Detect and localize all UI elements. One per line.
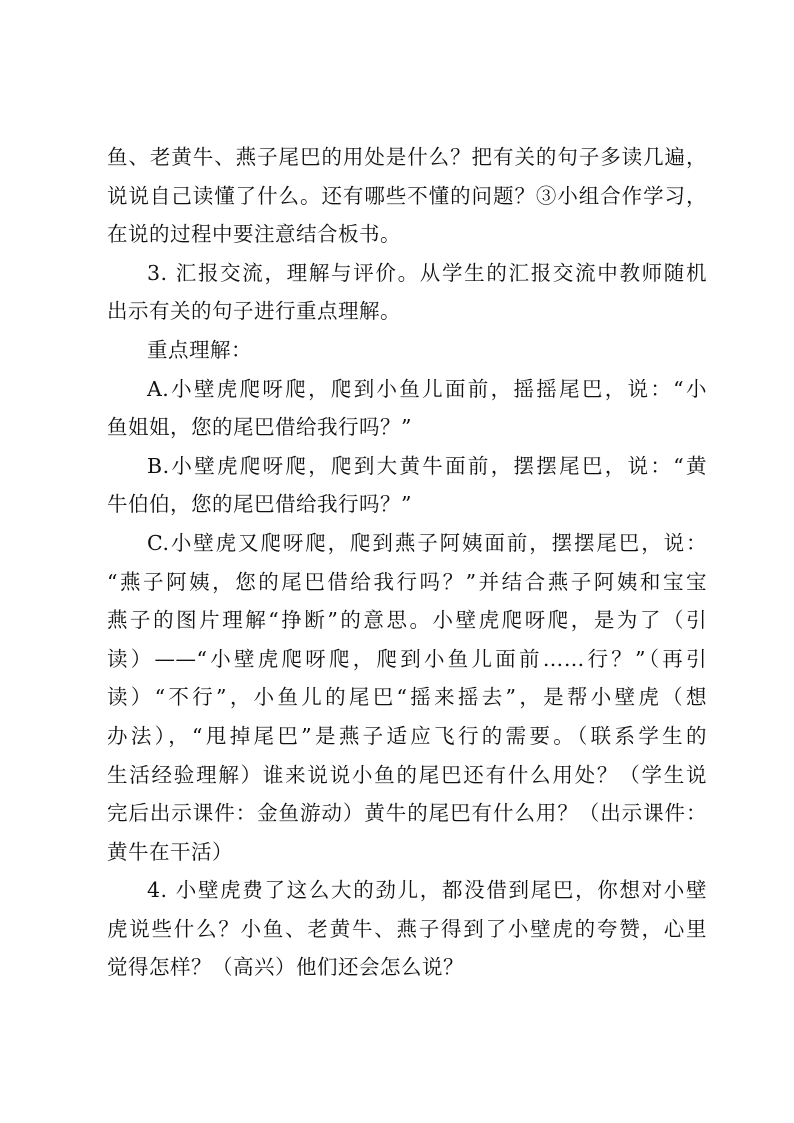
text-line: 办法），“甩掉尾巴”是燕子适应飞行的需要。（联系学生的 bbox=[107, 723, 707, 748]
text-line: B.小壁虎爬呀爬，爬到大黄牛面前，摆摆尾巴，说：“黄 bbox=[147, 453, 707, 478]
text-line: 鱼、老黄牛、燕子尾巴的用处是什么？把有关的句子多读几遍， bbox=[107, 145, 707, 169]
body-text bbox=[107, 138, 707, 987]
text-line: 虎说些什么？小鱼、老黄牛、燕子得到了小壁虎的夸赞，心里 bbox=[107, 916, 707, 941]
text-line: 觉得怎样？（高兴）他们还会怎么说？ bbox=[107, 955, 464, 980]
text-line: 完后出示课件：金鱼游动）黄牛的尾巴有什么用？（出示课件： bbox=[107, 801, 707, 826]
text-line: 生活经验理解）谁来说说小鱼的尾巴还有什么用处？（学生说 bbox=[107, 762, 707, 787]
text-line: 鱼姐姐，您的尾巴借给我行吗？” bbox=[107, 415, 412, 440]
text-line: 黄牛在干活） bbox=[107, 839, 233, 864]
text-line: 读）——“小壁虎爬呀爬，爬到小鱼儿面前……行？”（再引 bbox=[107, 646, 707, 671]
text-line: 4. 小壁虎费了这么大的劲儿，都没借到尾巴，你想对小壁 bbox=[147, 878, 707, 903]
text-line: 重点理解： bbox=[147, 337, 252, 362]
text-line: 出示有关的句子进行重点理解。 bbox=[107, 299, 401, 324]
text-line: 牛伯伯，您的尾巴借给我行吗？” bbox=[107, 492, 412, 517]
text-line: 说说自己读懂了什么。还有哪些不懂的问题？③小组合作学习， bbox=[107, 183, 707, 208]
text-line: 燕子的图片理解“挣断”的意思。小壁虎爬呀爬，是为了（引 bbox=[107, 608, 707, 633]
text-line: 在说的过程中要注意结合板书。 bbox=[107, 222, 401, 247]
text-line: A.小壁虎爬呀爬，爬到小鱼儿面前，摇摇尾巴，说：“小 bbox=[147, 376, 707, 401]
text-line: “燕子阿姨，您的尾巴借给我行吗？”并结合燕子阿姨和宝宝 bbox=[107, 569, 707, 594]
text-line: 3. 汇报交流，理解与评价。从学生的汇报交流中教师随机 bbox=[147, 260, 707, 285]
text-line: C.小壁虎又爬呀爬，爬到燕子阿姨面前，摆摆尾巴，说： bbox=[147, 530, 707, 555]
text-line: 读）“不行”，小鱼儿的尾巴“摇来摇去”，是帮小壁虎（想 bbox=[107, 685, 707, 710]
